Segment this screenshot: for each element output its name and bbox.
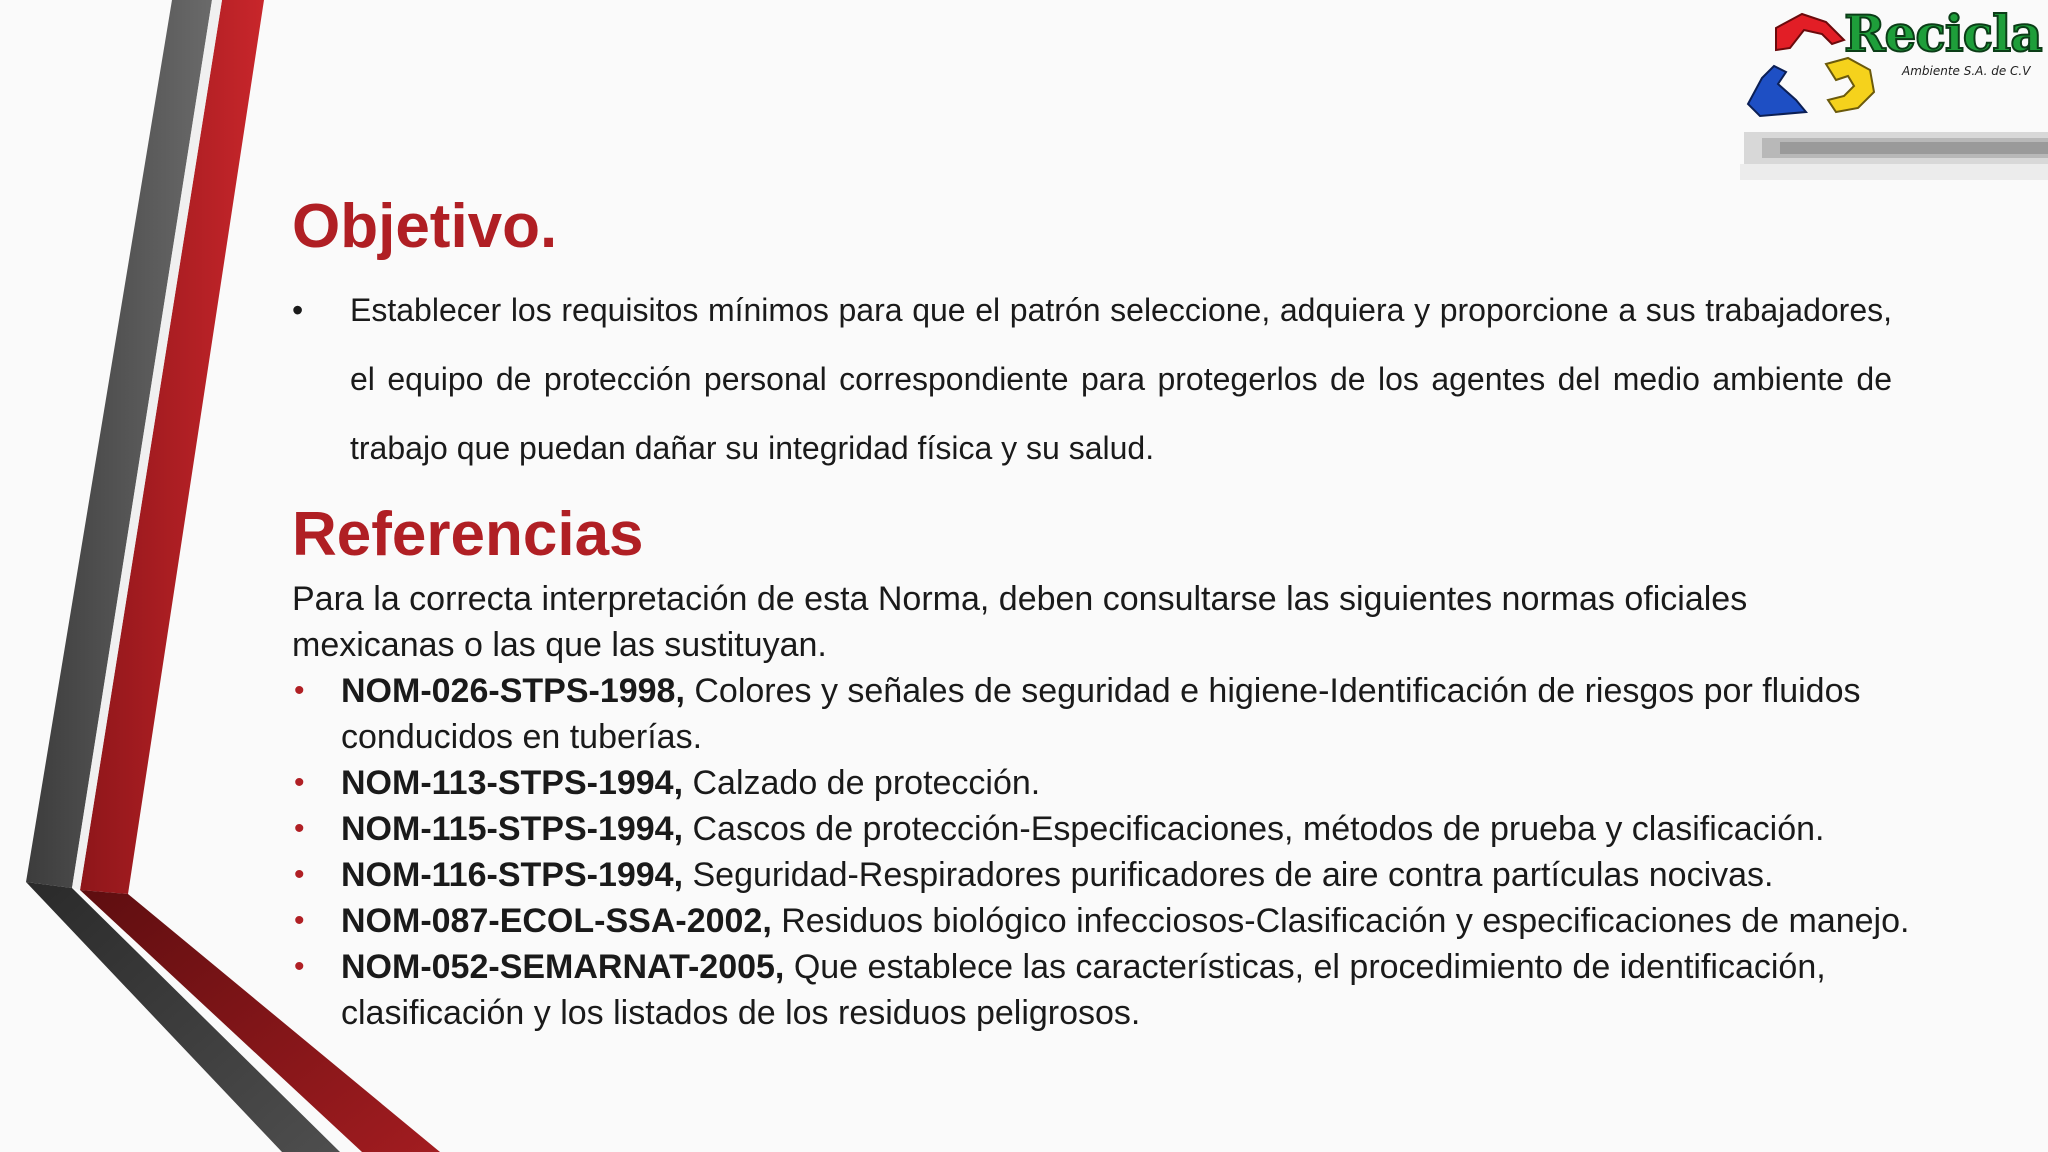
list-item (292, 668, 1932, 760)
company-logo (1740, 0, 2048, 190)
references-intro: Para la correcta interpretación de esta Norma, deben consultarse las siguientes normas oficiales mexicanas o las que las sustituyan. (292, 580, 1748, 664)
norm-description: Calzado de protección. (683, 764, 1041, 802)
norm-code: NOM-113-STPS-1994, (341, 764, 684, 802)
bullet-dot-icon: • (294, 766, 305, 799)
objective-heading: Objetivo. (292, 192, 558, 261)
references-list (292, 668, 1932, 1036)
bullet-dot-icon: • (294, 904, 305, 937)
norm-code: NOM-026-STPS-1998, (341, 672, 685, 710)
norm-code: NOM-087-ECOL-SSA-2002, (341, 902, 772, 940)
references-heading: Referencias (292, 500, 644, 569)
list-item (292, 806, 1932, 852)
norm-code: NOM-115-STPS-1994, (341, 810, 684, 848)
norm-code: NOM-116-STPS-1994, (341, 856, 684, 894)
logo-subtitle: Ambiente S.A. de C.V (1902, 64, 2031, 78)
list-item (292, 276, 1892, 483)
norm-description: Que establece las características, el procedimiento de identificación, clasificación y los listados de los residuos peligrosos. (341, 948, 1826, 1032)
objective-text: Establecer los requisitos mínimos para que el patrón seleccione, adquiera y proporcione a sus trabajadores, el equipo de protección personal correspondiente para protegerlos de los agentes del medio ambiente de trabajo que puedan dañar su integridad física y su salud. (350, 292, 1892, 466)
logo-title: Recicla (1844, 4, 2042, 63)
norm-code: NOM-052-SEMARNAT-2005, (341, 948, 785, 986)
list-item (292, 760, 1932, 806)
bullet-dot-icon: • (294, 812, 305, 845)
norm-description: Colores y señales de seguridad e higiene-Identificación de riesgos por fluidos conducidos en tuberías. (341, 672, 1861, 756)
bullet-dot-icon: • (294, 674, 305, 707)
objective-list (292, 276, 1892, 483)
bullet-dot-icon: • (292, 292, 304, 328)
bullet-dot-icon: • (294, 950, 305, 983)
list-item (292, 852, 1932, 898)
norm-description: Seguridad-Respiradores purificadores de aire contra partículas nocivas. (683, 856, 1774, 894)
list-item (292, 944, 1932, 1036)
bullet-dot-icon: • (294, 858, 305, 891)
norm-description: Cascos de protección-Especificaciones, métodos de prueba y clasificación. (683, 810, 1825, 848)
list-item (292, 898, 1932, 944)
norm-description: Residuos biológico infecciosos-Clasificación y especificaciones de manejo. (771, 902, 1910, 940)
